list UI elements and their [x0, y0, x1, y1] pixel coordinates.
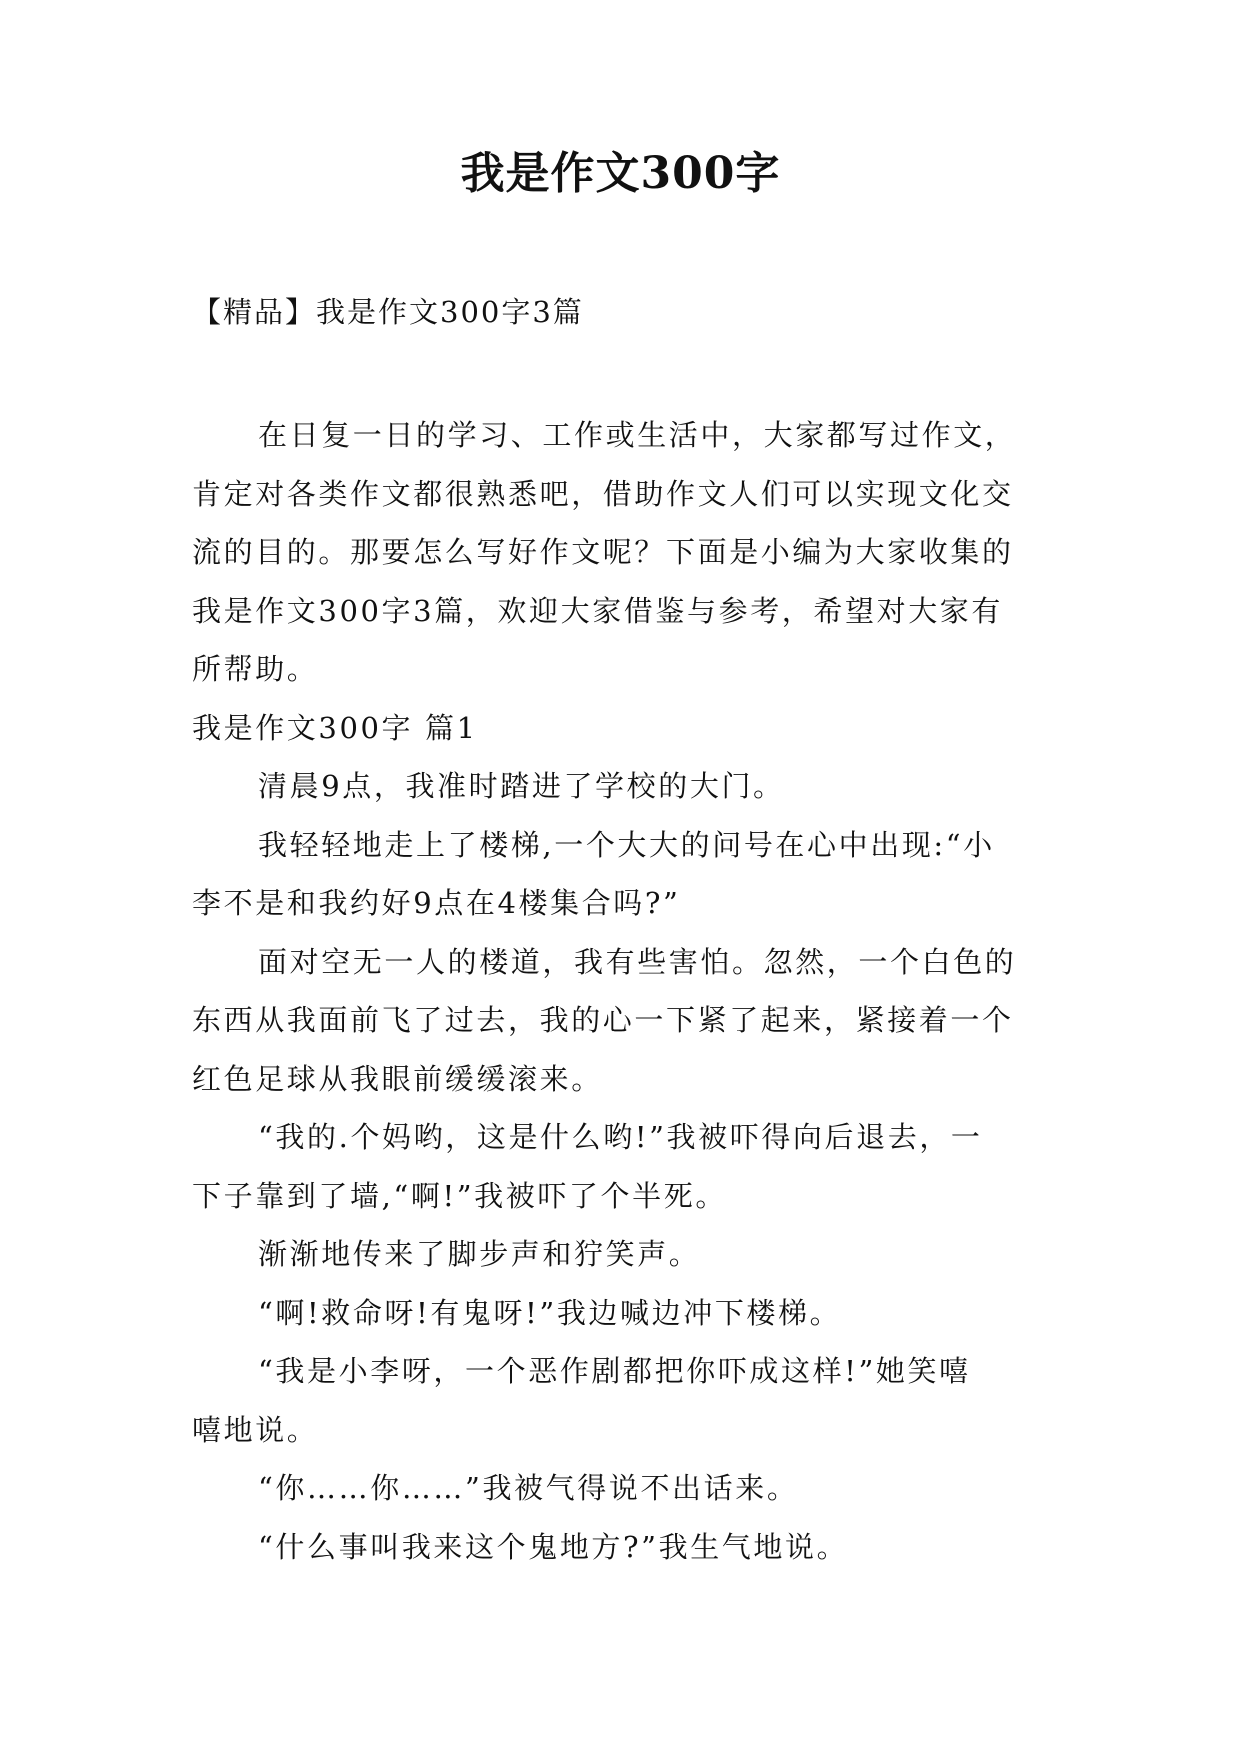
text-line: 我是作文300字 篇1	[192, 710, 478, 745]
document-subtitle: 【精品】我是作文300字3篇	[192, 295, 584, 329]
text-line: 在日复一日的学习、工作或生活中，大家都写过作文，	[258, 418, 1017, 452]
text-line: 我轻轻地走上了楼梯,一个大大的问号在心中出现:“小	[258, 827, 995, 862]
text-line: 我是作文300字3篇，欢迎大家借鉴与参考，希望对大家有	[192, 593, 1004, 628]
text-line: 肯定对各类作文都很熟悉吧，借助作文人们可以实现文化交	[192, 476, 1014, 511]
text-line: “什么事叫我来这个鬼地方?”我生气地说。	[258, 1529, 849, 1564]
text-line: “我的.个妈哟，这是什么哟!”我被吓得向后退去，一	[258, 1120, 983, 1154]
text-line: 清晨9点，我准时踏进了学校的大门。	[258, 769, 785, 803]
text-line: 流的目的。那要怎么写好作文呢？下面是小编为大家收集的	[192, 535, 1014, 569]
text-line: 下子靠到了墙,“啊!”我被吓了个半死。	[192, 1178, 727, 1213]
text-line: 嘻地说。	[192, 1412, 319, 1447]
text-line: “我是小李呀，一个恶作剧都把你吓成这样!”她笑嘻	[258, 1354, 971, 1388]
document-title: 我是作文300字	[460, 148, 781, 199]
text-line: 渐渐地传来了脚步声和狞笑声。	[258, 1237, 701, 1271]
text-line: 面对空无一人的楼道，我有些害怕。忽然，一个白色的	[258, 944, 1017, 979]
text-line: 李不是和我约好9点在4楼集合吗?”	[192, 886, 681, 920]
text-line: “啊!救命呀!有鬼呀!”我边喊边冲下楼梯。	[258, 1295, 842, 1330]
text-line: “你……你……”我被气得说不出话来。	[258, 1471, 799, 1505]
text-line: 红色足球从我眼前缓缓滚来。	[192, 1061, 603, 1096]
text-line: 所帮助。	[192, 652, 319, 686]
text-line: 东西从我面前飞了过去，我的心一下紧了起来，紧接着一个	[192, 1003, 1014, 1037]
document-body	[192, 406, 1072, 1576]
